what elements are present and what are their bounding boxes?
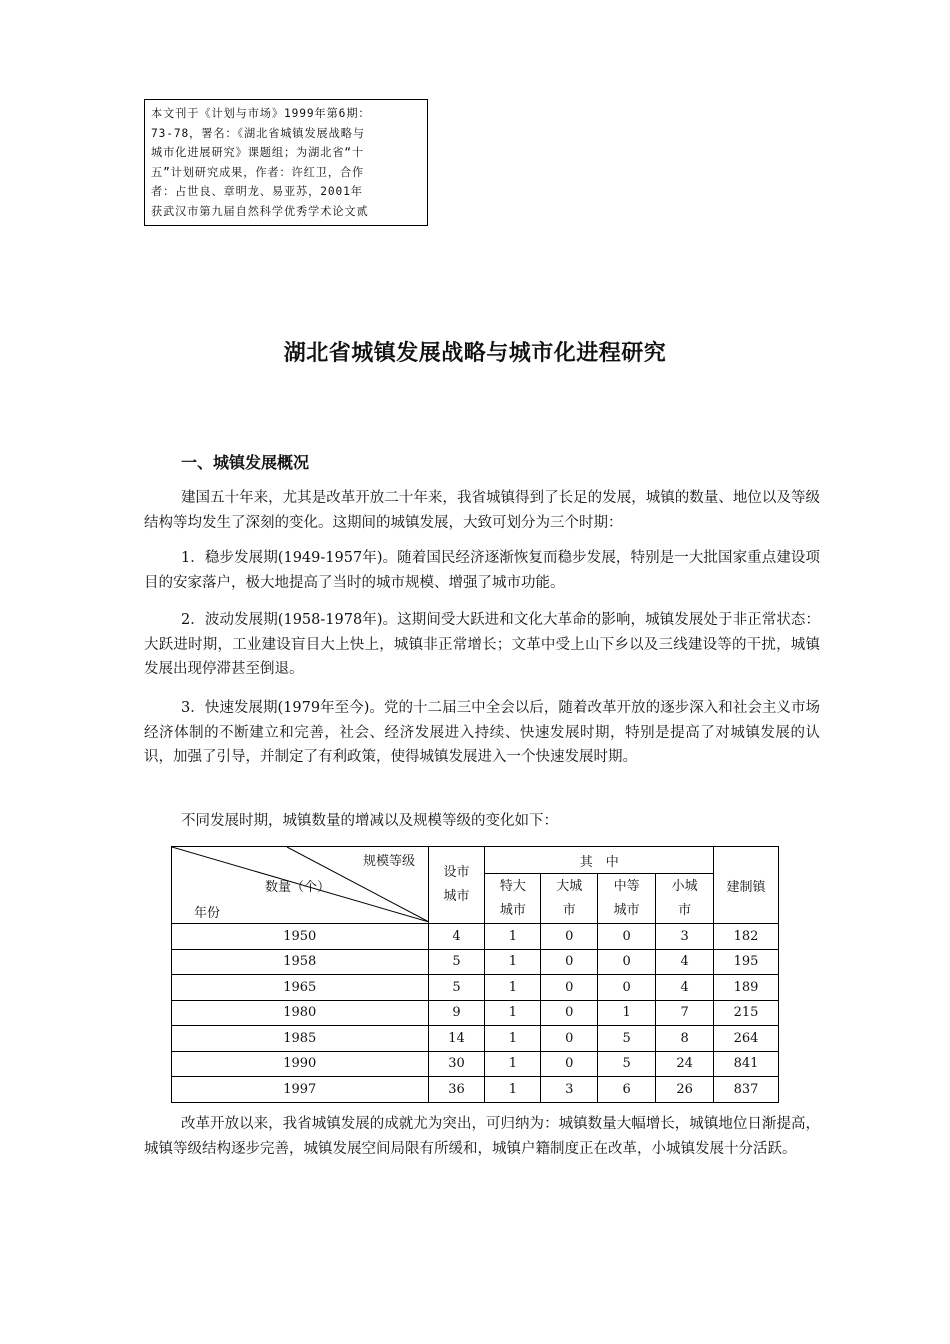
header-l-line1: 大城: [556, 878, 583, 894]
cell-extra-large: 1: [485, 975, 541, 1001]
header-city-line2: 城市: [443, 889, 470, 904]
cell-cities: 9: [428, 1000, 485, 1026]
city-statistics-table: [171, 846, 779, 1103]
cell-year: 1980: [172, 1000, 429, 1026]
table-row: [172, 1026, 779, 1052]
header-m-line1: 中等: [613, 878, 640, 894]
cell-year: 1997: [172, 1077, 429, 1103]
cell-towns: 195: [714, 949, 779, 975]
cell-small: 24: [656, 1051, 714, 1077]
cell-cities: 5: [428, 975, 485, 1001]
header-small-city: [656, 874, 714, 924]
table-row: [172, 1000, 779, 1026]
cell-small: 26: [656, 1077, 714, 1103]
cell-large: 3: [541, 1077, 598, 1103]
header-l-line2: 市: [562, 902, 576, 918]
cell-cities: 4: [428, 924, 485, 950]
header-group-among: 其 中: [485, 847, 714, 874]
cell-small: 3: [656, 924, 714, 950]
header-m-line2: 城市: [613, 902, 640, 918]
period3-paragraph: 3．快速发展期(1979年至今)。党的十二届三中全会以后，随着改革开放的逐步深入和社会主义市场经济体制的不断建立和完善，社会、经济发展进入持续、快速发展时期，特别是提高了对城镇发展的认识，加强了引导，并制定了有利政策，使得城镇发展进入一个快速发展时期。: [144, 700, 820, 765]
cell-large: 0: [541, 1000, 598, 1026]
note-line: 本文刊于《计划与市场》1999年第6期：: [151, 107, 371, 120]
table-corner-cell: [172, 847, 429, 924]
cell-year: 1985: [172, 1026, 429, 1052]
cell-extra-large: 1: [485, 1026, 541, 1052]
cell-towns: 189: [714, 975, 779, 1001]
conclusion-paragraph: 改革开放以来，我省城镇发展的成就尤为突出，可归纳为：城镇数量大幅增长，城镇地位日渐提高，城镇等级结构逐步完善，城镇发展空间局限有所缓和，城镇户籍制度正在改革，小城镇发展十分活跃。: [144, 1116, 820, 1157]
cell-cities: 30: [428, 1051, 485, 1077]
note-line: 五”计划研究成果，作者：许红卫，合作: [151, 165, 365, 179]
cell-extra-large: 1: [485, 924, 541, 950]
table-row: [172, 975, 779, 1001]
header-towns: 建制镇: [714, 847, 779, 924]
cell-large: 0: [541, 949, 598, 975]
cell-large: 0: [541, 1051, 598, 1077]
cell-cities: 14: [428, 1026, 485, 1052]
note-line: 者：占世良、章明龙、易亚苏，2001年: [151, 185, 363, 198]
header-extra-large-city: [485, 874, 541, 924]
note-line: 城市化进展研究》课题组；为湖北省“十: [151, 146, 365, 159]
cell-year: 1990: [172, 1051, 429, 1077]
table-row: [172, 1051, 779, 1077]
cell-towns: 841: [714, 1051, 779, 1077]
cell-medium: 0: [598, 949, 656, 975]
cell-extra-large: 1: [485, 1051, 541, 1077]
header-medium-city: [598, 874, 656, 924]
cell-medium: 6: [598, 1077, 656, 1103]
table-intro-paragraph: 不同发展时期，城镇数量的增减以及规模等级的变化如下：: [181, 813, 558, 829]
cell-small: 4: [656, 975, 714, 1001]
cell-towns: 264: [714, 1026, 779, 1052]
header-city-count: [428, 847, 485, 924]
cell-medium: 5: [598, 1051, 656, 1077]
table-header-row: [172, 847, 779, 874]
note-line: 73-78，署名：《湖北省城镇发展战略与: [151, 126, 365, 140]
note-line: 获武汉市第九届自然科学优秀学术论文贰: [151, 204, 369, 218]
cell-small: 7: [656, 1000, 714, 1026]
cell-medium: 0: [598, 924, 656, 950]
header-city-line1: 设市: [443, 865, 470, 880]
cell-large: 0: [541, 975, 598, 1001]
cell-extra-large: 1: [485, 1077, 541, 1103]
header-xl-line2: 城市: [499, 902, 526, 918]
cell-towns: 215: [714, 1000, 779, 1026]
corner-label-count: 数量（个）: [265, 880, 331, 895]
cell-year: 1965: [172, 975, 429, 1001]
period2-paragraph: 2．波动发展期(1958-1978年)。这期间受大跃进和文化大革命的影响，城镇发展处于非正常状态：大跃进时期，工业建设盲目大上快上，城镇非正常增长；文革中受上山下乡以及三线建设等的干扰，城镇发展出现停滞甚至倒退。: [144, 612, 820, 677]
header-xl-line1: 特大: [499, 878, 526, 894]
section-heading: 一、城镇发展概况: [181, 453, 310, 472]
cell-large: 0: [541, 1026, 598, 1052]
cell-extra-large: 1: [485, 949, 541, 975]
period1-paragraph: 1．稳步发展期(1949-1957年)。随着国民经济逐渐恢复而稳步发展，特别是一大批国家重点建设项目的安家落户，极大地提高了当时的城市规模、增强了城市功能。: [144, 550, 820, 591]
corner-label-year: 年份: [194, 906, 221, 921]
cell-year: 1958: [172, 949, 429, 975]
header-s-line2: 市: [678, 902, 692, 918]
cell-cities: 36: [428, 1077, 485, 1103]
header-large-city: [541, 874, 598, 924]
cell-medium: 0: [598, 975, 656, 1001]
cell-small: 8: [656, 1026, 714, 1052]
cell-medium: 5: [598, 1026, 656, 1052]
publication-note-box: [144, 99, 428, 226]
cell-towns: 182: [714, 924, 779, 950]
table-row: [172, 1077, 779, 1103]
cell-extra-large: 1: [485, 1000, 541, 1026]
cell-medium: 1: [598, 1000, 656, 1026]
cell-year: 1950: [172, 924, 429, 950]
cell-small: 4: [656, 949, 714, 975]
corner-label-scale: 规模等级: [363, 854, 416, 869]
page-title: 湖北省城镇发展战略与城市化进程研究: [283, 341, 667, 366]
table-row: [172, 949, 779, 975]
intro-paragraph: 建国五十年来，尤其是改革开放二十年来，我省城镇得到了长足的发展，城镇的数量、地位以及等级结构等均发生了深刻的变化。这期间的城镇发展，大致可划分为三个时期：: [144, 490, 820, 531]
table-row: [172, 924, 779, 950]
cell-cities: 5: [428, 949, 485, 975]
cell-towns: 837: [714, 1077, 779, 1103]
header-s-line1: 小城: [671, 878, 698, 894]
cell-large: 0: [541, 924, 598, 950]
